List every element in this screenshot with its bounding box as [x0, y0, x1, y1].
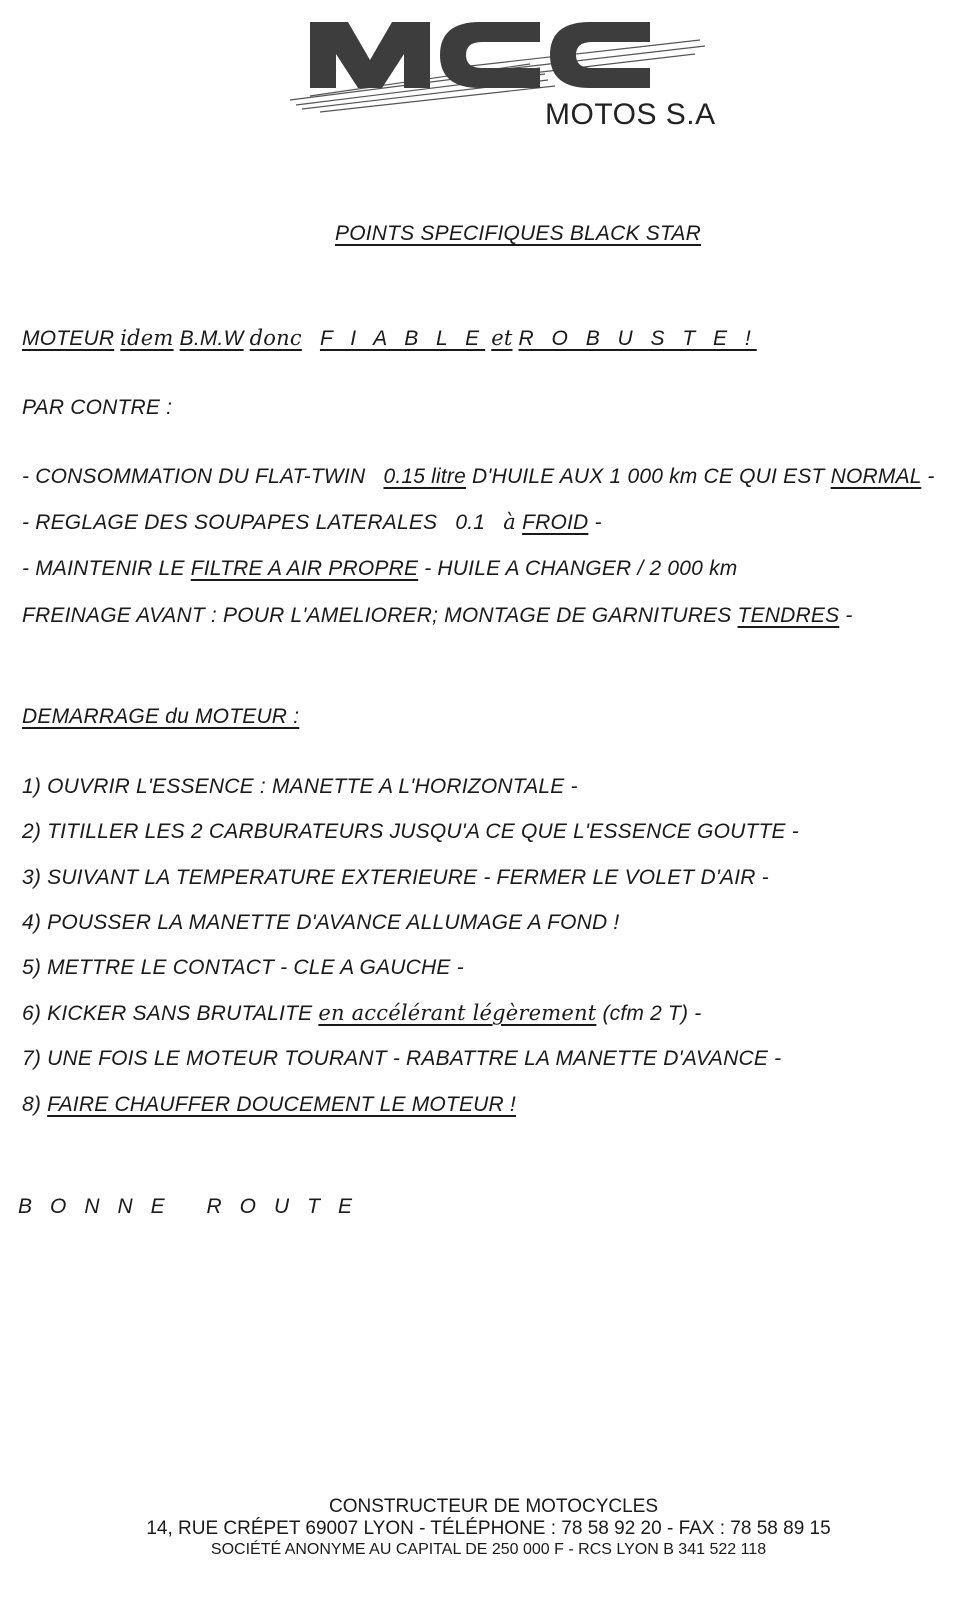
- document-title: POINTS SPECIFIQUES BLACK STAR: [335, 222, 701, 245]
- consommation-middle: D'HUILE AUX 1 000 km CE QUI EST: [472, 465, 825, 488]
- footer-line-1: CONSTRUCTEUR DE MOTOCYCLES: [328, 1496, 658, 1517]
- step-4: 4) POUSSER LA MANETTE D'AVANCE ALLUMAGE A FOND !: [22, 911, 620, 934]
- reglage-text: - REGLAGE DES SOUPAPES LATERALES: [22, 511, 438, 534]
- step-6-after: (cfm 2 T) -: [602, 1002, 702, 1025]
- moteur-idem: idem: [120, 326, 174, 350]
- logo-letter-m: [310, 22, 430, 88]
- step-2: 2) TITILLER LES 2 CARBURATEURS JUSQU'A CE QUE L'ESSENCE GOUTTE -: [22, 820, 799, 843]
- step-8-num: 8): [22, 1093, 42, 1116]
- consommation-line: [22, 465, 935, 489]
- consommation-end: -: [927, 465, 935, 488]
- moteur-label: MOTEUR: [22, 327, 115, 350]
- logo-subtitle: MOTOS S.A: [545, 98, 716, 131]
- consommation-text: - CONSOMMATION DU FLAT-TWIN: [22, 465, 366, 488]
- step-5: 5) METTRE LE CONTACT - CLE A GAUCHE -: [22, 956, 464, 979]
- moteur-robuste: R O B U S T E !: [518, 327, 757, 350]
- step-8: [22, 1093, 516, 1117]
- step-3: 3) SUIVANT LA TEMPERATURE EXTERIEURE - FERMER LE VOLET D'AIR -: [22, 866, 769, 889]
- freinage-text: FREINAGE AVANT : POUR L'AMELIORER; MONTAGE DE GARNITURES: [22, 604, 732, 627]
- freinage-line: [22, 604, 853, 628]
- freinage-end: -: [845, 604, 853, 627]
- step-7: 7) UNE FOIS LE MOTEUR TOURANT - RABATTRE LA MANETTE D'AVANCE -: [22, 1047, 782, 1070]
- moteur-donc: donc: [249, 326, 302, 350]
- freinage-tendres: TENDRES: [737, 604, 840, 627]
- maintenir-after: - HUILE A CHANGER / 2 000 km: [424, 557, 738, 580]
- moteur-bmw: B.M.W: [179, 327, 244, 350]
- reglage-froid: FROID: [522, 511, 589, 534]
- moteur-line: [22, 326, 757, 351]
- footer-line-2: 14, RUE CRÉPET 69007 LYON - TÉLÉPHONE : 78 58 92 20 - FAX : 78 58 89 15: [146, 1518, 831, 1539]
- step-6: [22, 1001, 701, 1026]
- footer-line-3: SOCIÉTÉ ANONYME AU CAPITAL DE 250 000 F - RCS LYON B 341 522 118: [210, 1541, 767, 1558]
- consommation-normal: NORMAL: [830, 465, 922, 488]
- reglage-end: -: [594, 511, 602, 534]
- moteur-et: et: [491, 326, 513, 350]
- reglage-a: à: [503, 510, 517, 534]
- step-6-text: 6) KICKER SANS BRUTALITE: [22, 1002, 313, 1025]
- maintenir-filtre: FILTRE A AIR PROPRE: [190, 557, 419, 580]
- reglage-line: [22, 510, 602, 535]
- demarrage-heading: DEMARRAGE du MOTEUR :: [22, 705, 300, 728]
- maintenir-line: [22, 557, 738, 581]
- closing-text: BONNE ROUTE: [18, 1195, 371, 1218]
- logo-letter-c1: [440, 22, 540, 88]
- logo-letter-c2: [550, 22, 650, 88]
- par-contre: PAR CONTRE :: [22, 396, 173, 419]
- step-1: 1) OUVRIR L'ESSENCE : MANETTE A L'HORIZONTALE -: [22, 775, 578, 798]
- maintenir-text: - MAINTENIR LE: [22, 557, 185, 580]
- reglage-value: 0.1: [455, 511, 486, 534]
- consommation-amount: 0.15 litre: [383, 465, 466, 488]
- step-8-text: FAIRE CHAUFFER DOUCEMENT LE MOTEUR !: [47, 1093, 516, 1116]
- moteur-fiable: F I A B L E: [319, 327, 486, 350]
- step-6-script: en accélérant légèrement: [318, 1001, 597, 1025]
